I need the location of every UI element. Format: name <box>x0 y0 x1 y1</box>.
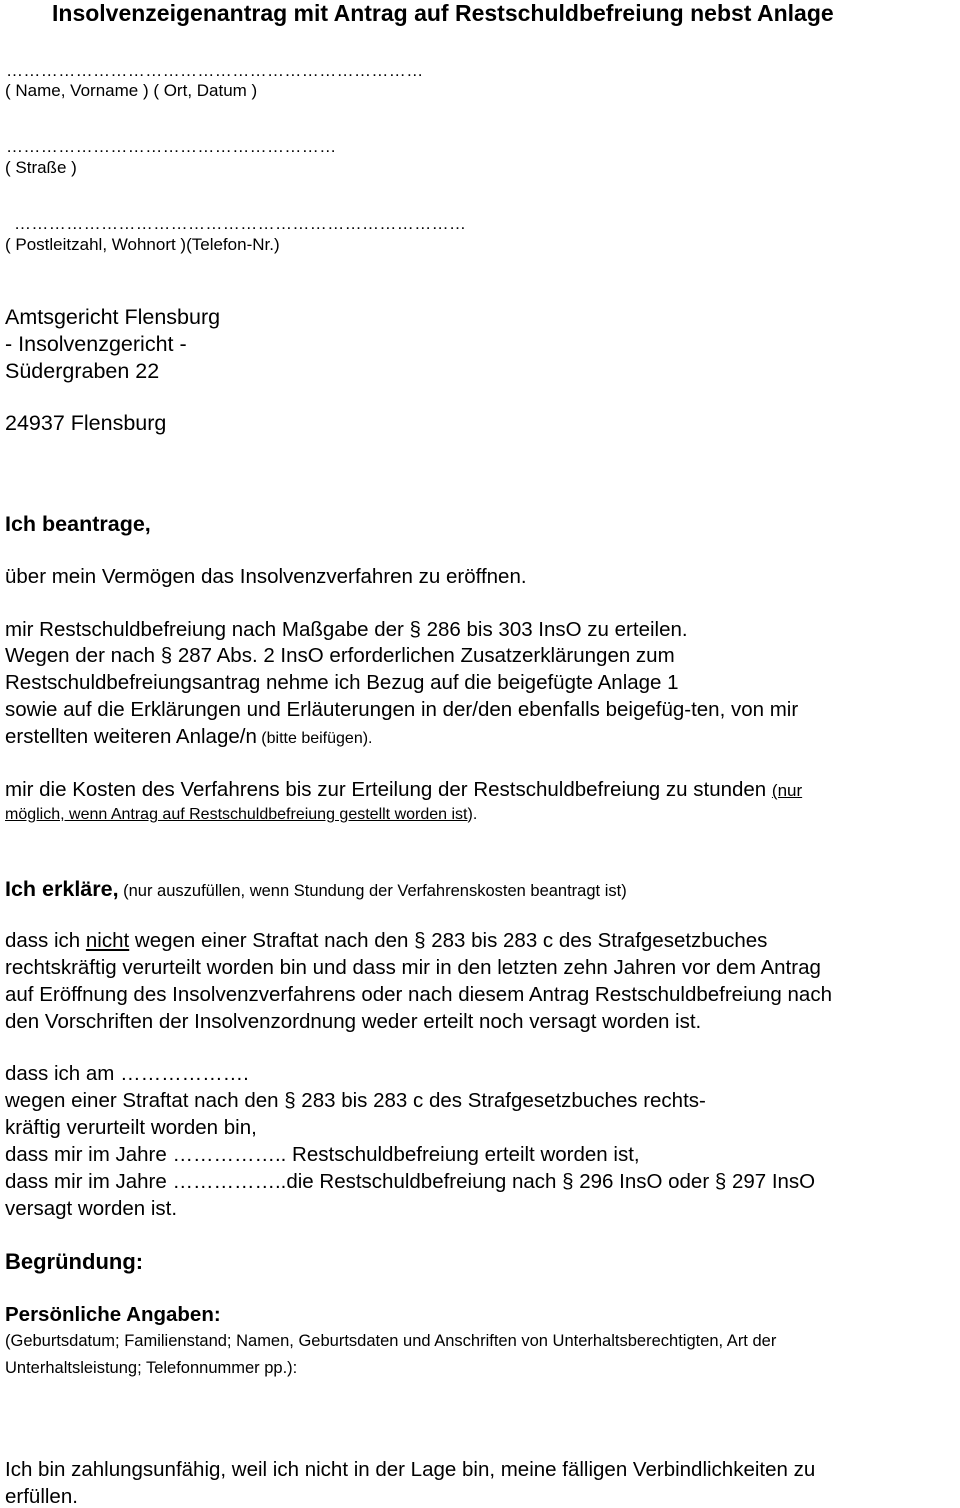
request-item-discharge-line5 <box>5 727 372 748</box>
street-dotted-line[interactable]: ………………………………………………… <box>6 137 337 156</box>
name-date-label: ( Name, Vorname ) ( Ort, Datum ) <box>5 81 258 100</box>
request-heading: Ich beantrage, <box>5 512 151 536</box>
court-name: Amtsgericht Flensburg <box>5 305 221 329</box>
personal-details-line2: Unterhaltsleistung; Telefonnummer pp.): <box>5 1359 298 1377</box>
declaration-p2-line3: kräftig verurteilt worden bin, <box>5 1116 257 1139</box>
declaration-p1-line2: rechtskräftig verurteilt worden bin und dass mir in den letzten zehn Jahren vor dem Antrag <box>5 956 821 979</box>
personal-heading: Persönliche Angaben: <box>5 1303 221 1326</box>
annex-text: erstellten weiteren Anlage/n <box>5 725 257 748</box>
deferral-text: mir die Kosten des Verfahrens bis zur Erteilung der Restschuldbefreiung zu stunden <box>5 778 772 801</box>
declaration-heading: Ich erkläre, <box>5 877 119 901</box>
deferral-note-end: ). <box>467 806 478 823</box>
court-department: - Insolvenzgericht - <box>5 332 187 356</box>
request-item-deferral <box>5 780 802 801</box>
street-label: ( Straße ) <box>5 158 77 177</box>
court-street: Südergraben 22 <box>5 359 160 383</box>
court-city: 24937 Flensburg <box>5 411 167 435</box>
city-dotted-line[interactable]: …………………………………………………………………… <box>14 214 467 233</box>
declaration-note: (nur auszufüllen, wenn Stundung der Verfahrenskosten beantragt ist) <box>118 882 627 900</box>
declaration-heading-line <box>5 879 627 901</box>
reason-heading: Begründung: <box>5 1249 144 1274</box>
request-item-discharge-line2: Wegen der nach § 287 Abs. 2 InsO erforderlichen Zusatzerklärungen zum <box>5 644 675 667</box>
insolvency-statement-line2: erfüllen. <box>5 1485 78 1508</box>
decl-p1-rest: wegen einer Straftat nach den § 283 bis 283 c des Strafgesetzbuches <box>129 929 768 952</box>
request-item-opening: über mein Vermögen das Insolvenzverfahren zu eröffnen. <box>5 565 527 588</box>
request-item-discharge-line4: sowie auf die Erklärungen und Erläuterungen in der/den ebenfalls beigefüg-ten, von mir <box>5 698 799 721</box>
city-phone-label: ( Postleitzahl, Wohnort )(Telefon-Nr.) <box>5 235 280 254</box>
declaration-p2-line1: dass ich am ………………. <box>5 1062 249 1085</box>
decl-p1-start: dass ich <box>5 929 86 952</box>
declaration-p1-line4: den Vorschriften der Insolvenzordnung weder erteilt noch versagt worden ist. <box>5 1010 702 1033</box>
declaration-p2-line5: dass mir im Jahre ……………..die Restschuldbefreiung nach § 296 InsO oder § 297 InsO <box>5 1170 816 1193</box>
document-title: Insolvenzeigenantrag mit Antrag auf Restschuldbefreiung nebst Anlage <box>52 0 834 26</box>
decl-p1-not: nicht <box>85 929 130 952</box>
declaration-p2-line4: dass mir im Jahre …………….. Restschuldbefreiung erteilt worden ist, <box>5 1143 640 1166</box>
request-item-discharge: mir Restschuldbefreiung nach Maßgabe der § 286 bis 303 InsO zu erteilen. <box>5 618 688 641</box>
request-item-deferral-line2 <box>5 807 477 823</box>
deferral-note: möglich, wenn Antrag auf Restschuldbefreiung gestellt worden ist <box>5 806 468 823</box>
declaration-paragraph-1 <box>5 931 767 952</box>
annex-note: (bitte beifügen). <box>256 730 373 747</box>
request-item-discharge-line3: Restschuldbefreiungsantrag nehme ich Bezug auf die beigefügte Anlage 1 <box>5 671 679 694</box>
declaration-p1-line3: auf Eröffnung des Insolvenzverfahrens oder nach diesem Antrag Restschuldbefreiung nach <box>5 983 832 1006</box>
declaration-p2-line2: wegen einer Straftat nach den § 283 bis 283 c des Strafgesetzbuches rechts- <box>5 1089 706 1112</box>
personal-details-line1: (Geburtsdatum; Familienstand; Namen, Geburtsdaten und Anschriften von Unterhaltsberechtigten, Art der <box>5 1332 777 1350</box>
name-dotted-line[interactable]: ……………………………………………………………… <box>6 61 424 80</box>
declaration-p2-line6: versagt worden ist. <box>5 1197 178 1220</box>
insolvency-statement: Ich bin zahlungsunfähig, weil ich nicht in der Lage bin, meine fälligen Verbindlichkeiten zu <box>5 1458 816 1481</box>
deferral-note-start: (nur <box>771 781 803 800</box>
